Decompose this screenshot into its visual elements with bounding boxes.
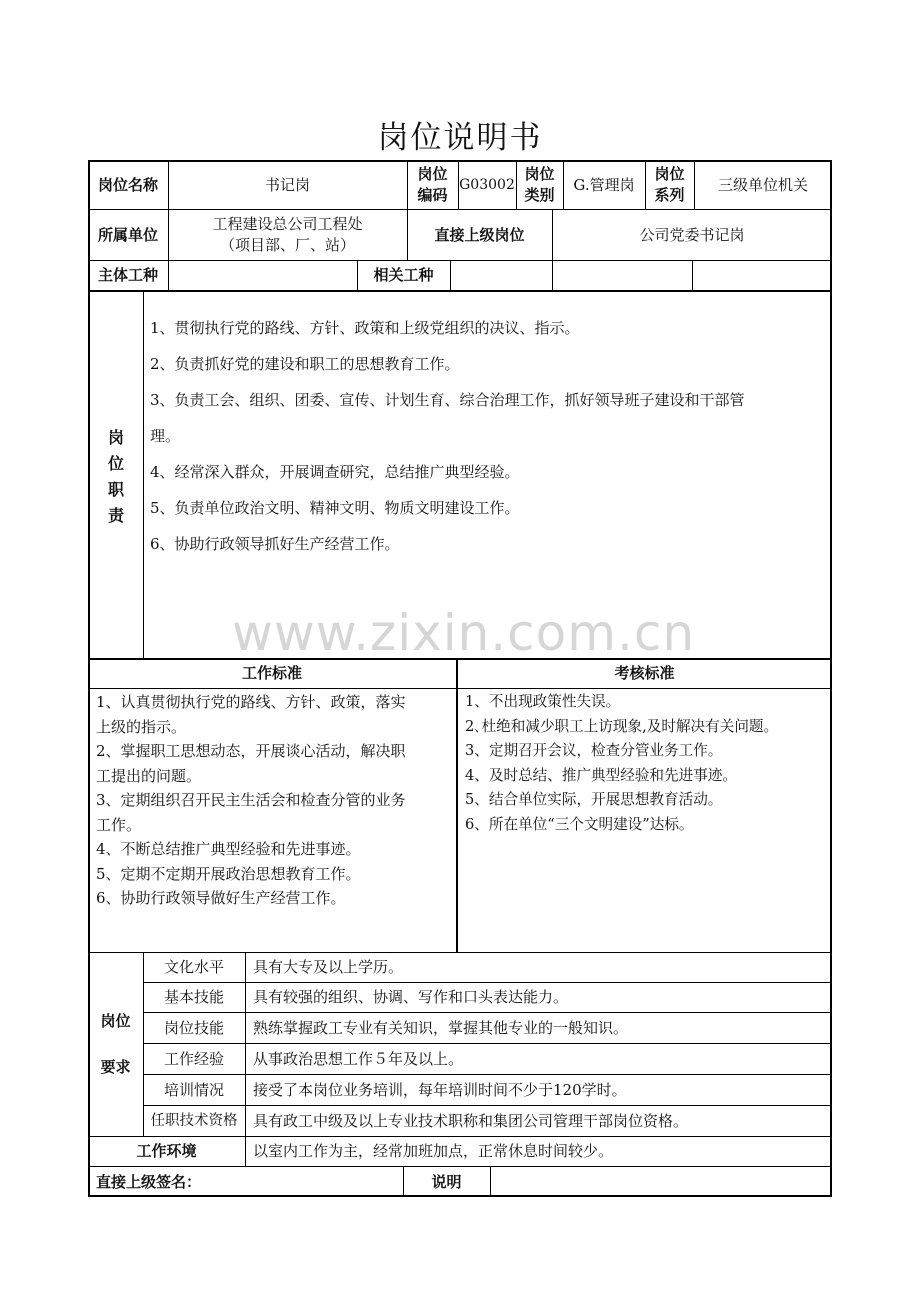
post-series-value: 三级单位机关 (717, 175, 808, 194)
req-value-training: 接受了本岗位业务培训，每年培训时间不少于120学时。 (253, 1080, 627, 1099)
duties-label: 岗 位 职 责 (107, 428, 124, 525)
list-item: 1、贯彻执行党的路线、方针、政策和上级党组织的决议、指示。 (150, 319, 580, 337)
req-label-basic-skill: 基本技能 (163, 988, 224, 1006)
related-trade-value (450, 260, 552, 290)
req-value-basic-skill: 具有较强的组织、协调、写作和口头表达能力。 (253, 988, 569, 1006)
post-type-value: G.管理岗 (573, 175, 635, 194)
list-item: 2、负责抓好党的建设和职工的思想教育工作。 (150, 355, 460, 373)
post-code-label: 岗位 编码 (417, 164, 448, 204)
list-item: 2、掌握职工思想动态，开展谈心活动，解决职 (96, 742, 406, 760)
req-value-education: 具有大专及以上学历。 (253, 958, 404, 976)
list-item: 5、定期不定期开展政治思想教育工作。 (96, 864, 361, 883)
req-value-post-skill: 熟练掌握政工专业有关知识，掌握其他专业的一般知识。 (253, 1018, 629, 1037)
req-value-qualification: 具有政工中级及以上专业技术职称和集团公司管理干部岗位资格。 (253, 1111, 689, 1130)
document-title: 岗位说明书 (377, 120, 543, 156)
list-item: 5、结合单位实际，开展思想教育活动。 (465, 791, 723, 808)
list-item: 3、定期召开会议，检查分管业务工作。 (465, 742, 723, 759)
superior-label: 直接上级岗位 (434, 225, 525, 244)
related-trade-label: 相关工种 (373, 266, 434, 284)
list-item: 4、不断总结推广典型经验和先进事迹。 (96, 840, 361, 858)
signature-label: 直接上级签名： (96, 1172, 202, 1191)
main-trade-value (168, 260, 357, 290)
duties-list (150, 310, 826, 562)
environment-value: 以室内工作为主，经常加班加点，正常休息时间较少。 (253, 1142, 614, 1160)
req-label-experience: 工作经验 (163, 1049, 224, 1068)
list-item: 2､杜绝和减少职工上访现象,及时解决有关问题。 (465, 717, 779, 735)
superior-value: 公司党委书记岗 (639, 225, 745, 244)
list-item: 工作。 (96, 815, 142, 834)
requirements-label: 岗位 要求 (100, 1012, 131, 1076)
list-item: 1、不出现政策性失误。 (465, 693, 621, 710)
req-label-post-skill: 岗位技能 (163, 1018, 224, 1037)
req-label-education: 文化水平 (163, 958, 224, 976)
list-item: 5、负责单位政治文明、精神文明、物质文明建设工作。 (150, 499, 520, 517)
work-standard-list (96, 690, 448, 911)
environment-label: 工作环境 (136, 1142, 197, 1160)
assess-standard-list (465, 690, 829, 837)
post-name-value: 书记岗 (264, 175, 310, 194)
list-item: 4、及时总结、推广典型经验和先进事迹。 (465, 766, 737, 784)
work-standard-header: 工作标准 (241, 664, 302, 682)
list-item: 6、协助行政领导做好生产经营工作。 (96, 889, 346, 907)
list-item: 1、认真贯彻执行党的路线、方针、政策，落实 (96, 693, 406, 711)
list-item: 3、定期组织召开民主生活会和检查分管的业务 (96, 791, 406, 809)
list-item: 3、负责工会、组织、团委、宣传、计划生育、综合治理工作，抓好领导班子建设和干部管 (150, 391, 745, 409)
note-label: 说明 (431, 1172, 462, 1191)
req-value-experience: 从事政治思想工作５年及以上。 (253, 1049, 464, 1068)
req-label-training: 培训情况 (163, 1080, 224, 1099)
post-series-label: 岗位 系列 (654, 164, 685, 204)
list-item: 工提出的问题。 (96, 766, 202, 785)
list-item: 6、协助行政领导抓好生产经营工作。 (150, 535, 400, 553)
list-item: 理。 (150, 427, 181, 445)
main-trade-label: 主体工种 (97, 266, 158, 284)
note-value (490, 1166, 832, 1197)
list-item: 4、经常深入群众，开展调查研究，总结推广典型经验。 (150, 463, 520, 481)
watermark: www.zixin.com.cn (232, 604, 696, 662)
assess-standard-header: 考核标准 (614, 664, 675, 682)
unit-label: 所属单位 (97, 225, 158, 244)
post-code-value: G03002 (459, 176, 515, 193)
req-label-qualification: 任职技术资格 (150, 1112, 238, 1129)
unit-value: 工程建设总公司工程处 （项目部、厂、站） (212, 214, 363, 254)
post-name-label: 岗位名称 (97, 175, 158, 194)
list-item: 6、所在单位“三个文明建设”达标。 (465, 815, 694, 833)
list-item: 上级的指示。 (96, 717, 187, 736)
post-type-label: 岗位 类别 (524, 164, 555, 204)
